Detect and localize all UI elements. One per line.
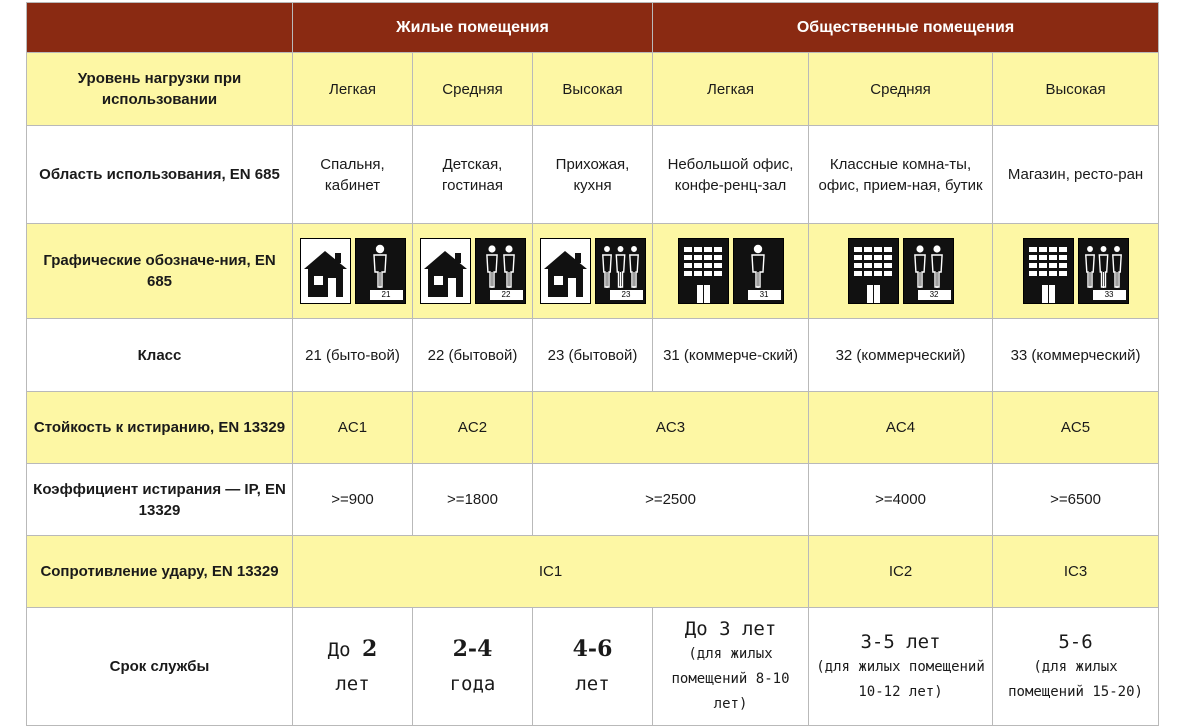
row-label-class: Класс [27, 319, 293, 392]
people-icon [1078, 238, 1129, 304]
cell-coef-1: >=900 [293, 464, 413, 536]
class-number-label: 22 [490, 290, 523, 300]
cell-impact-ic3: IC3 [993, 536, 1159, 608]
life-1-number: 2 [362, 636, 378, 662]
cell-class-1: 21 (быто-вой) [293, 319, 413, 392]
life-5-main: 3-5 лет [860, 630, 941, 653]
life-2-number: 2-4 [452, 636, 493, 662]
header-corner [27, 3, 293, 53]
cell-load-2: Средняя [413, 53, 533, 126]
life-6-sub: (для жилых помещений 15-20) [1008, 658, 1143, 700]
cell-class-5: 32 (коммерческий) [809, 319, 993, 392]
row-load [27, 53, 1159, 126]
house-icon [300, 238, 351, 304]
row-label-lifetime: Срок службы [27, 608, 293, 726]
cell-symbol-2 [413, 224, 533, 319]
laminate-class-table [26, 2, 1159, 726]
house-icon [540, 238, 591, 304]
row-lifetime [27, 608, 1159, 726]
class-number-label: 33 [1093, 290, 1126, 300]
header-public: Общественные помещения [653, 3, 1159, 53]
cell-area-6: Магазин, ресто-ран [993, 126, 1159, 224]
row-label-abrasion: Стойкость к истиранию, EN 13329 [27, 392, 293, 464]
cell-abrasion-ac3: AC3 [533, 392, 809, 464]
cell-life-4 [653, 608, 809, 726]
cell-class-6: 33 (коммерческий) [993, 319, 1159, 392]
cell-area-4: Небольшой офис, конфе-ренц-зал [653, 126, 809, 224]
cell-symbol-3 [533, 224, 653, 319]
cell-symbol-4 [653, 224, 809, 319]
office-building-icon [1023, 238, 1074, 304]
life-3-unit: лет [575, 673, 610, 695]
life-4-main: До 3 лет [684, 618, 777, 640]
life-1-prefix: До [327, 639, 362, 661]
cell-class-2: 22 (бытовой) [413, 319, 533, 392]
cell-symbol-1 [293, 224, 413, 319]
cell-area-3: Прихожая, кухня [533, 126, 653, 224]
cell-area-1: Спальня, кабинет [293, 126, 413, 224]
header-row [27, 3, 1159, 53]
cell-abrasion-ac4: AC4 [809, 392, 993, 464]
cell-coef-2: >=1800 [413, 464, 533, 536]
class-number-label: 32 [918, 290, 951, 300]
life-3-number: 4-6 [572, 636, 613, 662]
row-coefficient [27, 464, 1159, 536]
cell-load-4: Легкая [653, 53, 809, 126]
cell-life-1 [293, 608, 413, 726]
cell-coef-4: >=4000 [809, 464, 993, 536]
class-number-label: 31 [748, 290, 781, 300]
cell-load-3: Высокая [533, 53, 653, 126]
people-icon [733, 238, 784, 304]
row-class [27, 319, 1159, 392]
row-label-symbols: Графические обозначе-ния, EN 685 [27, 224, 293, 319]
row-label-area: Область использования, EN 685 [27, 126, 293, 224]
cell-life-5 [809, 608, 993, 726]
office-building-icon [848, 238, 899, 304]
cell-coef-3: >=2500 [533, 464, 809, 536]
cell-abrasion-ac5: AC5 [993, 392, 1159, 464]
life-4-sub: (для жилых помещений 8-10 лет) [671, 646, 790, 712]
cell-abrasion-ac2: AC2 [413, 392, 533, 464]
cell-area-2: Детская, гостиная [413, 126, 533, 224]
cell-life-3 [533, 608, 653, 726]
people-icon [903, 238, 954, 304]
cell-life-2 [413, 608, 533, 726]
cell-load-1: Легкая [293, 53, 413, 126]
people-icon [475, 238, 526, 304]
life-1-unit: лет [335, 673, 370, 695]
cell-impact-ic1: IC1 [293, 536, 809, 608]
cell-load-6: Высокая [993, 53, 1159, 126]
row-abrasion [27, 392, 1159, 464]
cell-class-3: 23 (бытовой) [533, 319, 653, 392]
people-icon [355, 238, 406, 304]
cell-load-5: Средняя [809, 53, 993, 126]
row-impact [27, 536, 1159, 608]
life-2-unit: года [449, 673, 496, 695]
row-label-load: Уровень нагрузки при использовании [27, 53, 293, 126]
house-icon [420, 238, 471, 304]
cell-area-5: Классные комна-ты, офис, прием-ная, бутик [809, 126, 993, 224]
cell-impact-ic2: IC2 [809, 536, 993, 608]
class-number-label: 23 [610, 290, 643, 300]
cell-symbol-5 [809, 224, 993, 319]
row-label-impact: Сопротивление удару, EN 13329 [27, 536, 293, 608]
people-icon [595, 238, 646, 304]
header-residential: Жилые помещения [293, 3, 653, 53]
cell-life-6 [993, 608, 1159, 726]
office-building-icon [678, 238, 729, 304]
cell-class-4: 31 (коммерче-ский) [653, 319, 809, 392]
life-5-sub: (для жилых помещений 10-12 лет) [816, 658, 985, 700]
row-symbols [27, 224, 1159, 319]
class-number-label: 21 [370, 290, 403, 300]
cell-abrasion-ac1: AC1 [293, 392, 413, 464]
row-label-coefficient: Коэффициент истирания — IP, EN 13329 [27, 464, 293, 536]
cell-coef-5: >=6500 [993, 464, 1159, 536]
life-6-main: 5-6 [1058, 630, 1093, 653]
row-area [27, 126, 1159, 224]
cell-symbol-6 [993, 224, 1159, 319]
